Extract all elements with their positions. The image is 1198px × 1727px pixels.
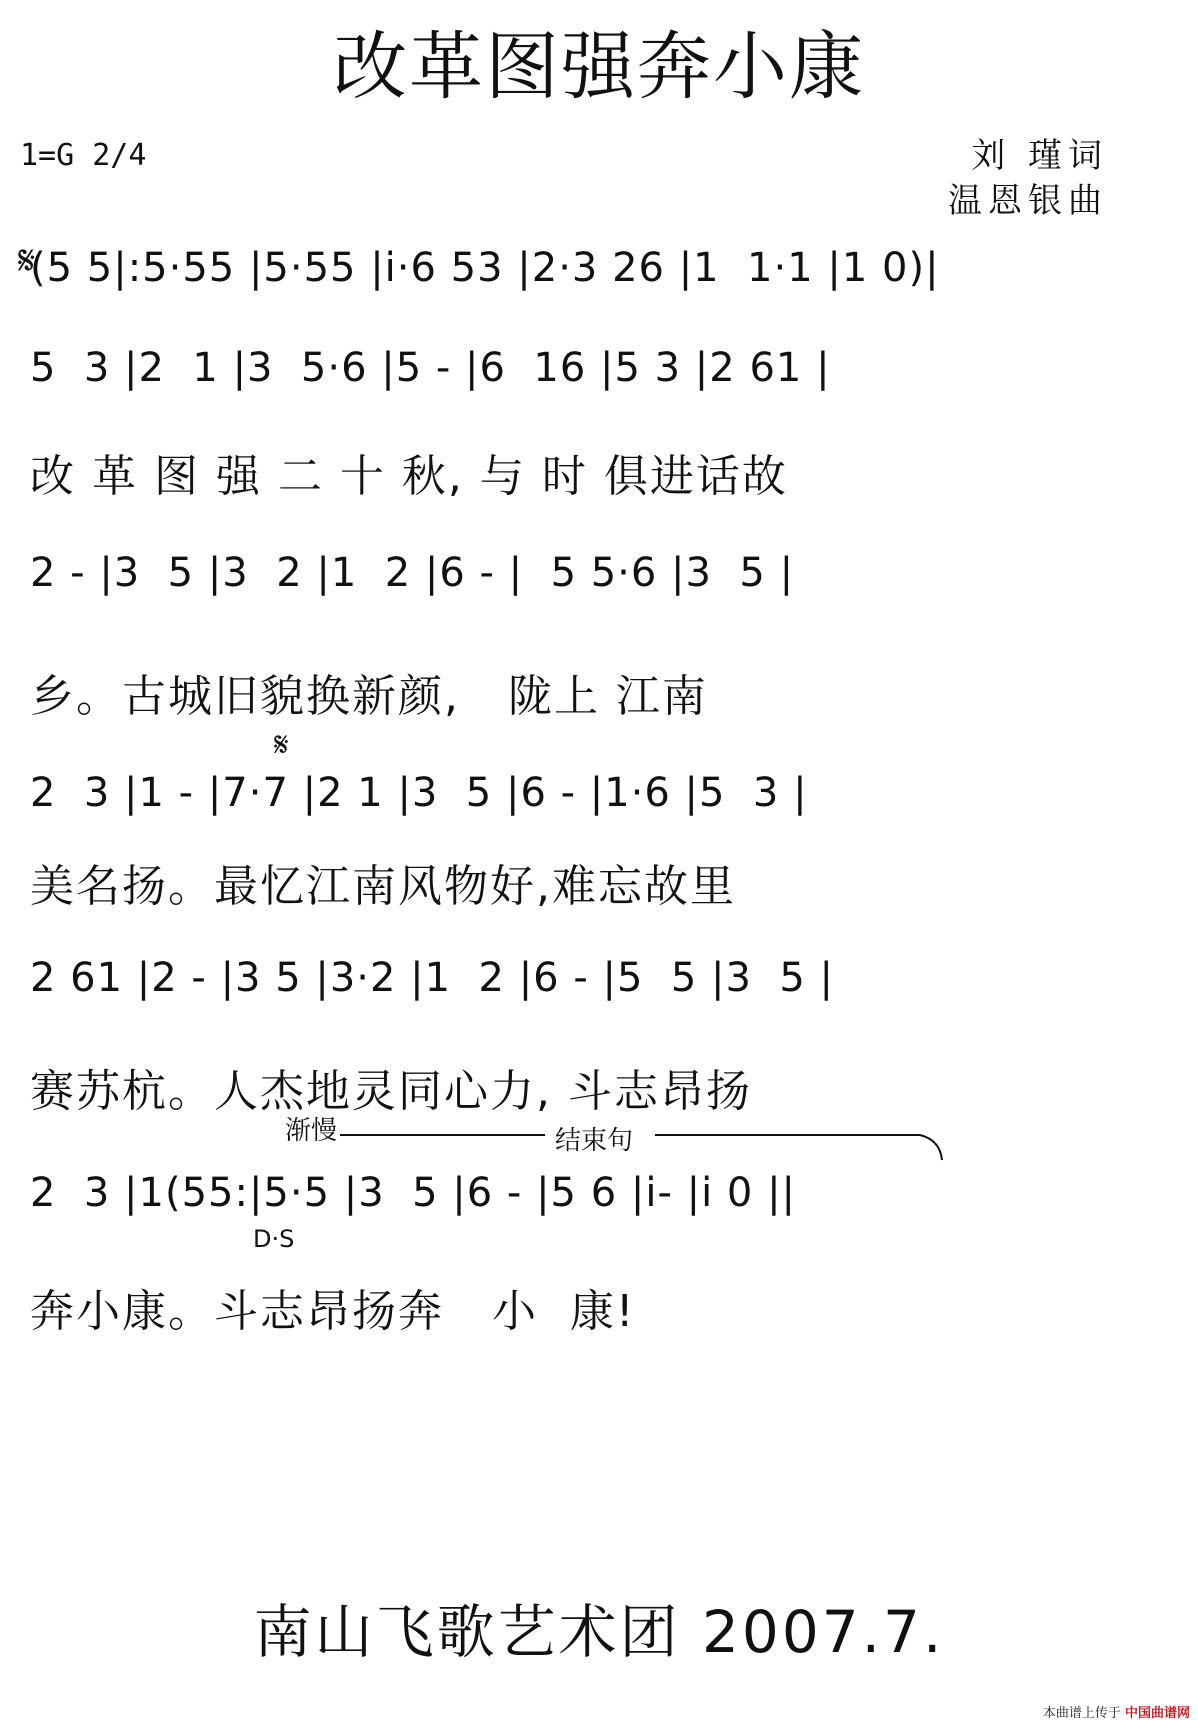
segno-icon: 𝄋 [18,238,36,284]
tempo-marking: 渐慢 [285,1116,338,1146]
notation-line-2: 2 - |3 5 |3 2 |1 2 |6 - | 5 5·6 |3 5 | [30,550,795,596]
lyrics-line-1: 改 革 图 强 二 十 秋, 与 时 俱进话故 [30,451,788,502]
notation-line-4: 2 61 |2 - |3 5 |3·2 |1 2 |6 - |5 5 |3 5 | [30,955,834,1001]
lyrics-line-2: 乡。古城旧貌换新颜, 陇上 江南 [30,671,708,722]
song-title: 改革图强奔小康 [333,24,865,110]
notation-line-3: 2 3 |1 - |7·7 |2 1 |3 5 |6 - |1·6 |5 3 | [30,770,808,816]
notation-line-intro: (5 5|:5·55 |5·55 |i·6 53 |2·3 26 |1 1·1 |1 0)| [30,245,940,291]
watermark-brand: 中国曲谱网 [1124,1706,1190,1721]
notation-line-5: 2 3 |1(55:|5·5 |3 5 |6 - |5 6 |i- |i 0 || [30,1170,797,1216]
composer-credit: 温恩银曲 [948,181,1108,221]
footer-signature: 南山飞歌艺术团 2007.7. [253,1598,945,1666]
segno-icon: 𝄋 [274,725,289,765]
key-time-signature: 1=G 2/4 [20,138,147,173]
lyrics-line-4: 赛苏杭。人杰地灵同心力, 斗志昂扬 [30,1066,752,1117]
ending-bracket [920,1135,942,1160]
lyrics-line-3: 美名扬。最忆江南风物好,难忘故里 [30,861,736,912]
site-watermark [1043,1702,1190,1721]
ending-marking: 结束句 [555,1126,634,1156]
ds-marking: D·S [253,1225,295,1253]
lyricist-credit: 刘 瑾词 [971,136,1108,176]
lyrics-line-5: 奔小康。斗志昂扬奔 小 康! [30,1286,636,1337]
notation-line-1: 5 3 |2 1 |3 5·6 |5 - |6 16 |5 3 |2 61 | [30,345,831,391]
watermark-prefix: 本曲谱上传于 [1042,1706,1121,1721]
